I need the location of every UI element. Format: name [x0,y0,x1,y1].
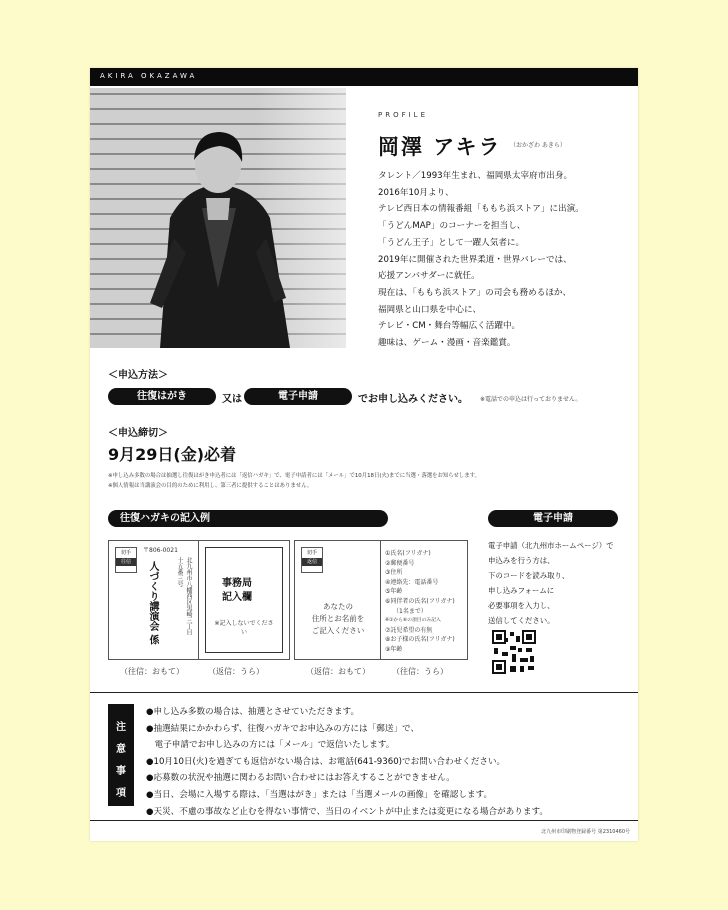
your-info-3: ご記入ください [311,626,365,635]
deadline-note-2: ※個人情報は当講演会の目的のために利用し、第三者に提供することはありません。 [108,483,313,489]
flyer-page [90,68,638,841]
your-info-1: あなたの [323,602,353,611]
caption-4: （往信：うら） [392,667,448,676]
profile-photo [90,88,346,348]
postcard-back-outgoing [380,540,468,660]
deadline-heading: ＜申込締切＞ [108,428,168,439]
bio-line: 趣味は、ゲーム・漫画・音楽鑑賞。 [378,338,516,349]
postcard-example-title: 往復ハガキの記入例 [108,510,388,527]
apply-note: ※電話での申込は行っておりません。 [480,396,582,403]
required-items: ①氏名(フリガナ) ②郵便番号 ③住所 ④連絡先：電話番号 ⑤年齢 ⑥同伴者の氏名(フリガナ) （1名まで） ※①から⑥の項目のみ記入 ⑦託児希望の有無 ⑧お子様の氏名(フリガナ) ⑨年齢 [385,550,455,653]
person-illustration [90,88,346,348]
brand-name: AKIRA OKAZAWA [100,72,198,80]
online-title: 電子申請 [488,510,618,527]
notice-item: ●抽選結果にかかわらず、往復ハガキでお申込みの方には「郵送」で、 [146,723,420,734]
bio-line: テレビ西日本の情報番組「ももち浜ストア」に出演。 [378,204,584,215]
notice-list [146,704,548,820]
recipient-org: 人づくり講演会 係 [147,561,158,645]
your-info-2: 住所とお名前を [311,614,365,623]
deadline-date: 9月29日(金)必着 [108,445,237,464]
office-note: ※記入しないでください [214,620,274,636]
footer-registration: 北九州市印刷物登録番号 第2310460号 [541,829,630,835]
notice-item: ●申し込み多数の場合は、抽選とさせていただきます。 [146,707,360,717]
profile-label: PROFILE [378,111,429,119]
divider [90,820,638,821]
online-option: 電子申請 [244,388,352,405]
bio-line: 福岡県と山口県を中心に、 [378,304,482,315]
postcard-front-reply [294,540,382,660]
or-text: 又は [222,394,242,405]
bio-line: テレビ・CM・舞台等幅広く活躍中。 [378,321,521,332]
caption-1: （往信：おもて） [120,667,184,676]
zip-code: 〒806-0021 [143,547,178,554]
profile-name: 岡澤 アキラ [378,135,502,159]
apply-heading: ＜申込方法＞ [108,370,168,381]
address-text: 北九州市八幡西区黒崎三丁目十五番三号 [176,557,192,635]
bio-line: 「うどん王子」として一躍人気者に。 [378,237,525,248]
notice-item: 電子申請でお申し込みの方には「メール」で返信いたします。 [146,740,395,751]
deadline-note-1: ※申し込み多数の場合は抽選し往復はがき申込者には「返信ハガキ」で、電子申請者には「メール」で10月18日(火)までに当選・落選をお知らせします。 [108,473,481,479]
caption-2: （返信：うら） [208,667,264,676]
notice-label: 注 意 事 項 [108,704,134,806]
office-box [205,547,283,653]
qr-code-icon[interactable] [490,628,538,676]
postcard-front-outgoing [108,540,200,660]
bio-line: 現在は、「ももち浜ストア」の司会も務めるほか、 [378,287,572,298]
notice-item: ●当日、会場に入場する際は、「当選はがき」または「当選メールの画像」を確認します。 [146,789,493,800]
notice-item: ●応募数の状況や抽選に関わるお問い合わせにはお答えすることができません。 [146,773,455,784]
profile-kana: （おかざわ あきら） [510,142,566,149]
office-title-1: 事務局 [222,578,252,589]
bio-line: 「うどんMAP」のコーナーを担当し、 [378,221,526,232]
divider [90,692,638,693]
notice-item: ●10月10日(火)を過ぎても返信がない場合は、お電話(641-9360)でお問い合わせください。 [146,756,506,767]
bio-line: 2016年10月より、 [378,187,454,198]
bio-line: 応援アンバサダーに就任。 [378,271,480,282]
online-instructions: 電子申請（北九州市ホームページ）で 申込みを行う方は、 下のコードを読み取り、 申し込みフォームに 必要事項を入力し、 送信してください。 [488,541,614,625]
caption-3: （返信：おもて） [306,667,370,676]
profile-bio [378,168,628,352]
stamp-box: 切手 往信 [115,547,137,573]
postcard-back-reply [198,540,290,660]
header-bar [90,68,638,86]
stamp-box: 切手 返信 [301,547,323,573]
apply-suffix: でお申し込みください。 [358,394,468,405]
office-title-2: 記入欄 [222,592,252,603]
notice-item: ●天災、不慮の事故など止むを得ない事情で、当日のイベントが中止または変更になる場合があります。 [146,806,548,817]
bio-line: タレント／1993年生まれ、福岡県太宰府市出身。 [378,171,573,181]
bio-line: 2019年に開催された世界柔道・世界バレーでは、 [378,254,572,265]
postcard-option: 往復はがき [108,388,216,405]
